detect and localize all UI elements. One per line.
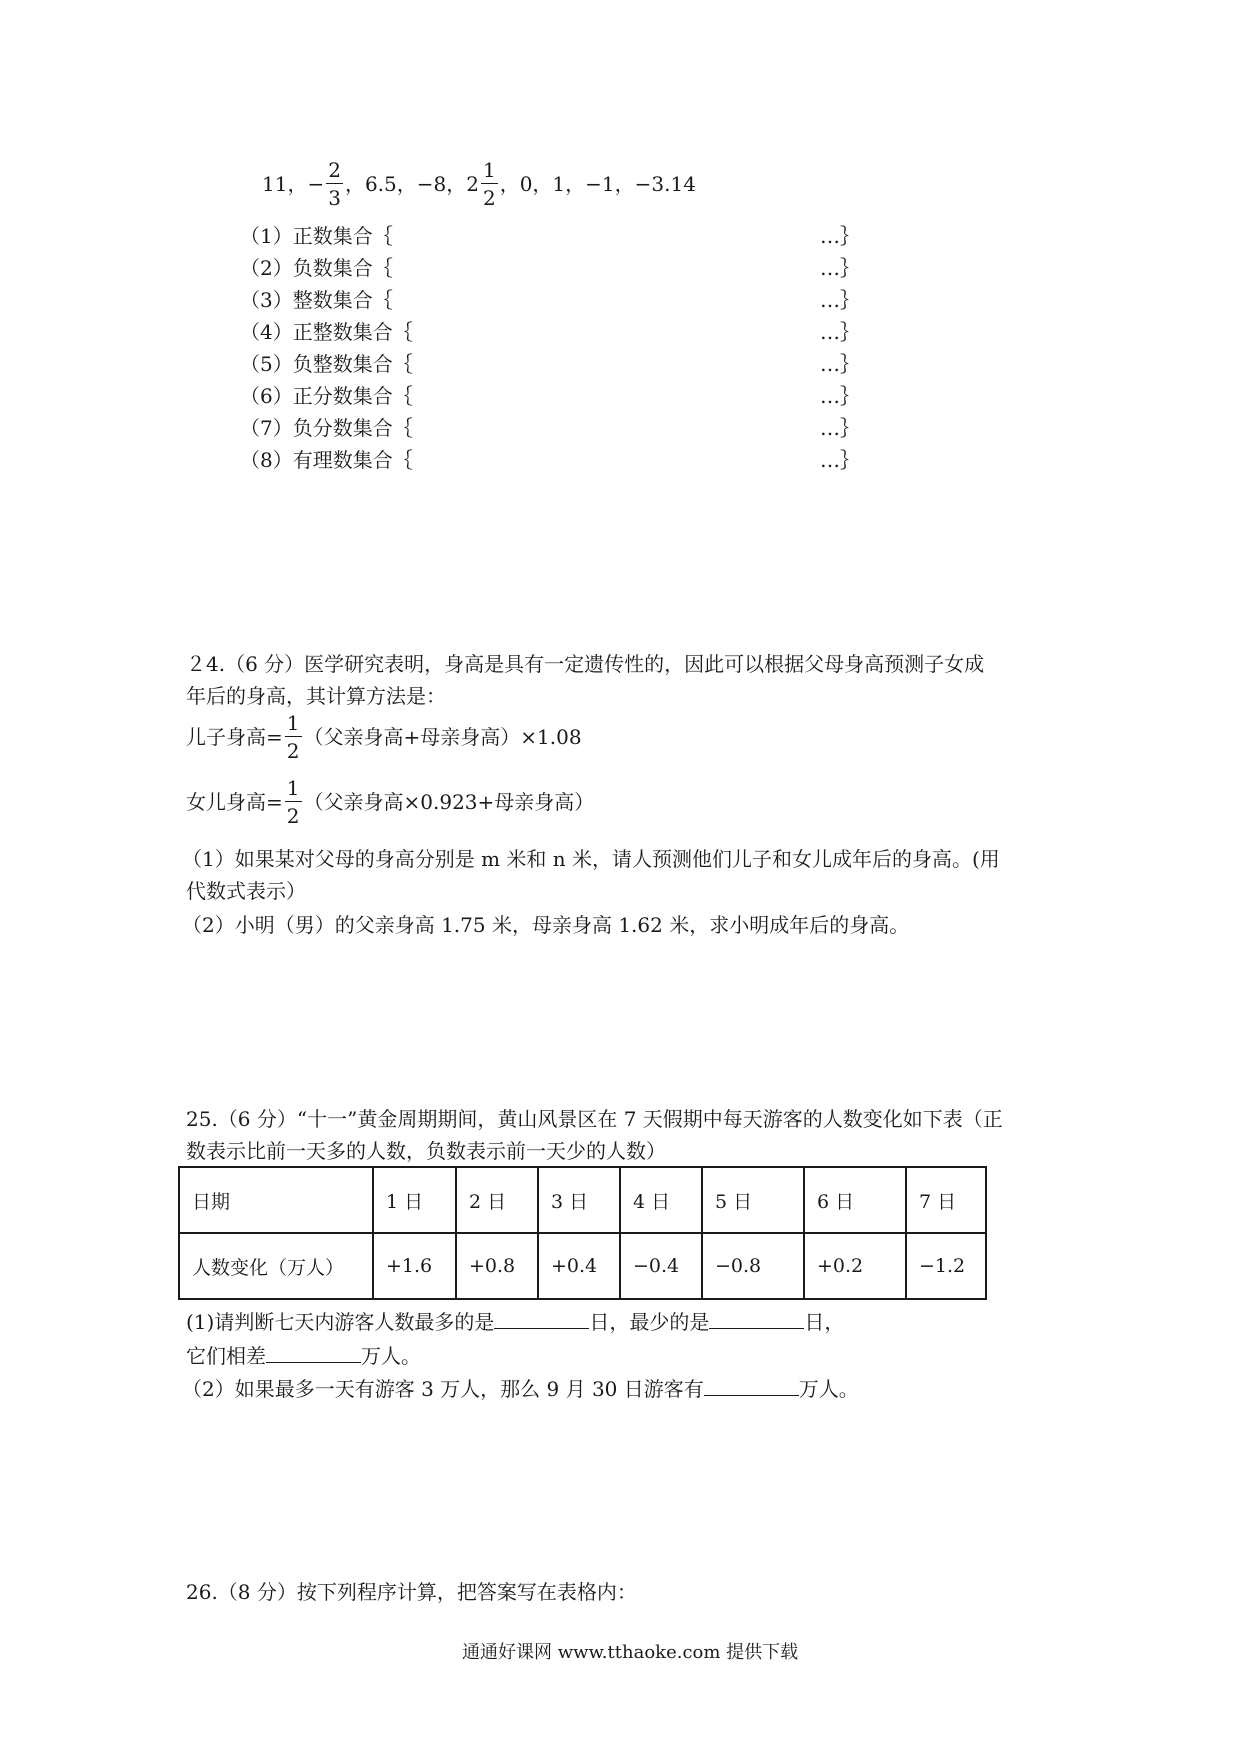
q25-part1-line2 <box>186 1340 421 1369</box>
fraction <box>285 778 302 826</box>
page-footer: 通通好课网 www.tthaoke.com 提供下载 <box>462 1642 799 1663</box>
q25-p1-text: 万人。 <box>361 1344 421 1368</box>
set-label: （3）整数集合｛ <box>240 288 393 312</box>
daughter-label: 女儿身高= <box>186 790 283 814</box>
son-label: 儿子身高= <box>186 725 283 749</box>
set-label: （2）负数集合｛ <box>240 256 393 280</box>
son-height-formula <box>186 713 582 761</box>
denominator: 2 <box>482 186 496 210</box>
set-row <box>240 380 860 410</box>
answer-blank[interactable] <box>494 1310 589 1329</box>
answer-blank[interactable] <box>704 1377 799 1396</box>
q26-text: 26.（8 分）按下列程序计算，把答案写在表格内： <box>186 1580 637 1604</box>
son-expression: （父亲身高+母亲身高）×1.08 <box>303 725 582 749</box>
table-cell: −0.4 <box>620 1233 702 1299</box>
fraction <box>326 160 343 208</box>
table-cell: 2 日 <box>456 1167 538 1233</box>
q23-number-list <box>262 160 696 208</box>
set-end: …｝ <box>820 224 860 248</box>
set-row <box>240 348 860 378</box>
numerator: 2 <box>328 158 341 182</box>
table-cell: +1.6 <box>373 1233 456 1299</box>
q24-line2: 年后的身高，其计算方法是： <box>186 684 446 708</box>
table-cell: +0.4 <box>538 1233 620 1299</box>
set-end: …｝ <box>820 448 860 472</box>
q25-p1-text: 它们相差 <box>186 1344 266 1368</box>
table-cell: 4 日 <box>620 1167 702 1233</box>
numerator: 1 <box>286 711 300 735</box>
set-row <box>240 412 860 442</box>
set-row <box>240 220 860 250</box>
set-label: （4）正整数集合｛ <box>240 320 413 344</box>
fraction <box>285 713 302 761</box>
q25-p1-text: 日， <box>804 1310 845 1334</box>
fraction <box>481 160 498 208</box>
table-cell: −1.2 <box>906 1233 986 1299</box>
q25-part2 <box>182 1373 859 1402</box>
set-row <box>240 444 860 474</box>
table-cell: 3 日 <box>538 1167 620 1233</box>
set-row <box>240 284 860 314</box>
numerator: 1 <box>482 158 496 182</box>
set-end: …｝ <box>820 416 860 440</box>
set-end: …｝ <box>820 320 860 344</box>
table-cell: 7 日 <box>906 1167 986 1233</box>
set-label: （8）有理数集合｛ <box>240 448 413 472</box>
set-end: …｝ <box>820 384 860 408</box>
answer-blank[interactable] <box>709 1310 804 1329</box>
numerator: 1 <box>286 776 300 800</box>
q25-line2: 数表示比前一天多的人数，负数表示前一天少的人数） <box>186 1139 666 1163</box>
denominator: 3 <box>328 186 341 210</box>
table-row <box>179 1233 986 1299</box>
set-label: （6）正分数集合｛ <box>240 384 413 408</box>
q24-part1-line1: （1）如果某对父母的身高分别是 m 米和 n 米，请人预测他们儿子和女儿成年后的身高。(用 <box>182 847 1000 871</box>
table-header-cell: 人数变化（万人） <box>179 1233 373 1299</box>
set-end: …｝ <box>820 352 860 376</box>
denominator: 2 <box>286 804 300 828</box>
set-label: （5）负整数集合｛ <box>240 352 413 376</box>
answer-blank[interactable] <box>266 1344 361 1363</box>
set-label: （7）负分数集合｛ <box>240 416 413 440</box>
q25-p1-text: 日，最少的是 <box>589 1310 710 1334</box>
table-header-cell: 日期 <box>179 1167 373 1233</box>
set-row <box>240 316 860 346</box>
table-cell: 5 日 <box>702 1167 804 1233</box>
visitor-change-table <box>178 1166 987 1300</box>
q24-line1: ２4.（6 分）医学研究表明，身高是具有一定遗传性的，因此可以根据父母身高预测子女成 <box>186 652 985 676</box>
q23-prefix: 11，− <box>262 172 325 196</box>
set-end: …｝ <box>820 256 860 280</box>
set-row <box>240 252 860 282</box>
q25-p2-text: 万人。 <box>798 1377 859 1401</box>
q23-suffix: ，0，1，−1，−3.14 <box>499 172 696 196</box>
set-end: …｝ <box>820 288 860 312</box>
table-cell: +0.8 <box>456 1233 538 1299</box>
q24-part2: （2）小明（男）的父亲身高 1.75 米，母亲身高 1.62 米，求小明成年后的身高。 <box>182 913 910 937</box>
table-cell: 6 日 <box>804 1167 906 1233</box>
denominator: 2 <box>286 739 300 763</box>
table-cell: 1 日 <box>373 1167 456 1233</box>
q24-part1-line2: 代数式表示） <box>186 879 306 903</box>
daughter-height-formula <box>186 778 594 826</box>
q23-mid: ，6.5，−8，2 <box>344 172 479 196</box>
set-label: （1）正数集合｛ <box>240 224 393 248</box>
table-cell: +0.2 <box>804 1233 906 1299</box>
q25-p2-text: （2）如果最多一天有游客 3 万人，那么 9 月 30 日游客有 <box>182 1377 704 1401</box>
q25-p1-text: (1)请判断七天内游客人数最多的是 <box>186 1310 495 1334</box>
daughter-expression: （父亲身高×0.923+母亲身高） <box>303 790 595 814</box>
q25-line1: 25.（6 分）“十一”黄金周期期间，黄山风景区在 7 天假期中每天游客的人数变化如下表（正 <box>186 1107 1003 1131</box>
q25-part1-line1 <box>186 1306 844 1335</box>
table-row <box>179 1167 986 1233</box>
table-cell: −0.8 <box>702 1233 804 1299</box>
